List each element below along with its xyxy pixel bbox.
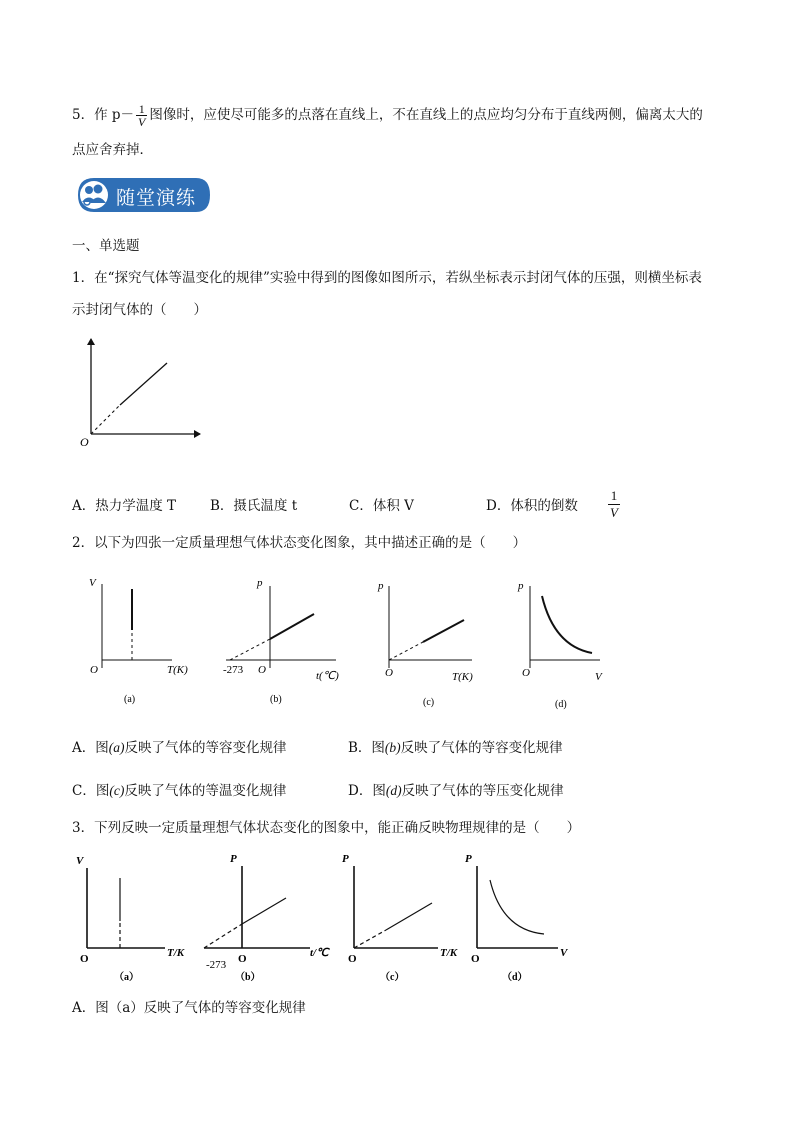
- tip-fraction: $\frac{1}{V}$: [138, 102, 146, 129]
- part-heading: 一、单选题: [72, 238, 140, 254]
- q2-b-mark: -273: [223, 664, 244, 676]
- q2-d-ylabel: p: [518, 580, 524, 592]
- q2-stem: 2．以下为四张一定质量理想气体状态变化图象，其中描述正确的是（ ）: [72, 535, 527, 551]
- q1-line: [120, 363, 167, 405]
- q2-c-caption: (c): [423, 697, 435, 708]
- q2-b-xlabel: t(℃): [316, 670, 339, 682]
- tip-prefix: 5．作 p－: [72, 107, 135, 123]
- q1-option-a: A．热力学温度 T: [72, 498, 177, 514]
- q2-option-c: C．图(c)反映了气体的等温变化规律: [72, 783, 287, 799]
- q3-a-origin: O: [80, 953, 89, 965]
- q3-c-xlabel: T/K: [440, 947, 458, 959]
- q3-b-origin: O: [238, 953, 247, 965]
- q2-a-caption: (a): [124, 694, 136, 705]
- q1-option-b: B．摄氏温度 t: [210, 498, 298, 514]
- q2-c-xlabel: T(K): [452, 671, 473, 683]
- q3-stem: 3．下列反映一定质量理想气体状态变化的图象中，能正确反映物理规律的是（ ）: [72, 820, 581, 836]
- q3-c-ylabel: P: [342, 853, 349, 865]
- section-badge: [76, 177, 212, 213]
- tip-rest: 图像时，应使尽可能多的点落在直线上，不在直线上的点应均匀分布于直线两侧，偏离太大的: [149, 107, 703, 123]
- q3-b-xlabel: t/℃: [310, 947, 329, 959]
- q3-c-caption: （c）: [380, 972, 405, 983]
- q1-origin-label: O: [80, 435, 89, 449]
- q3-d-xlabel: V: [560, 947, 568, 959]
- q2-option-d: D．图(d)反映了气体的等压变化规律: [348, 783, 564, 799]
- q2-b-ylabel: p: [257, 577, 263, 589]
- q1-stem-line-1: 1．在“探究气体等温变化的规律”实验中得到的图像如图所示，若纵坐标表示封闭气体的压强，则横坐标表: [72, 270, 702, 286]
- q1-dashed-extension: [91, 405, 120, 434]
- q3-graphs: [70, 848, 590, 988]
- q3-d-origin: O: [471, 953, 480, 965]
- q1-option-d: D．体积的倒数: [486, 498, 578, 514]
- tip-line-2: 点应舍弃掉．: [72, 142, 153, 158]
- q2-b-origin: O: [258, 664, 266, 676]
- q1-option-d-fraction: $\frac{1}{V}$: [610, 488, 618, 520]
- q2-d-xlabel: V: [595, 671, 602, 683]
- q3-a-ylabel: V: [76, 855, 84, 867]
- q2-graphs: [80, 572, 620, 712]
- q2-option-b: B．图(b)反映了气体的等容变化规律: [348, 740, 563, 756]
- q2-c-origin: O: [385, 667, 393, 679]
- q3-a-xlabel: T/K: [167, 947, 185, 959]
- q3-graph-b: [204, 853, 330, 983]
- q3-c-origin: O: [348, 953, 357, 965]
- q3-b-ylabel: P: [230, 853, 237, 865]
- q2-d-caption: (d): [555, 699, 567, 710]
- q2-option-a: A．图(a)反映了气体的等容变化规律: [72, 740, 287, 756]
- q2-d-origin: O: [522, 667, 530, 679]
- tip-line-1: [72, 103, 703, 128]
- q1-stem-line-2: 示封闭气体的（ ）: [72, 302, 207, 318]
- q2-a-origin: O: [90, 664, 98, 676]
- q2-graph-b: [223, 577, 339, 705]
- q3-d-ylabel: P: [465, 853, 472, 865]
- q3-graph-a: [76, 855, 185, 983]
- q2-c-ylabel: p: [378, 580, 384, 592]
- q3-option-a: A．图（a）反映了气体的等容变化规律: [72, 1000, 306, 1016]
- badge-label: 随堂演练: [116, 187, 197, 209]
- q2-graph-d: [517, 580, 603, 710]
- q3-b-caption: （b）: [235, 972, 261, 983]
- q3-a-caption: （a）: [114, 972, 139, 983]
- q2-a-xlabel: T(K): [167, 664, 188, 676]
- q2-graph-c: [377, 580, 473, 708]
- q2-a-ylabel: V: [89, 577, 96, 589]
- people-icon: [80, 181, 108, 209]
- q1-option-c: C．体积 V: [349, 498, 414, 514]
- q2-b-caption: (b): [270, 694, 282, 705]
- q1-graph: [78, 335, 208, 450]
- q3-b-mark: -273: [206, 959, 227, 971]
- q3-d-caption: （d）: [502, 972, 528, 983]
- q3-graph-c: [342, 853, 458, 983]
- q3-graph-d: [465, 853, 569, 983]
- q2-graph-a: [89, 577, 188, 705]
